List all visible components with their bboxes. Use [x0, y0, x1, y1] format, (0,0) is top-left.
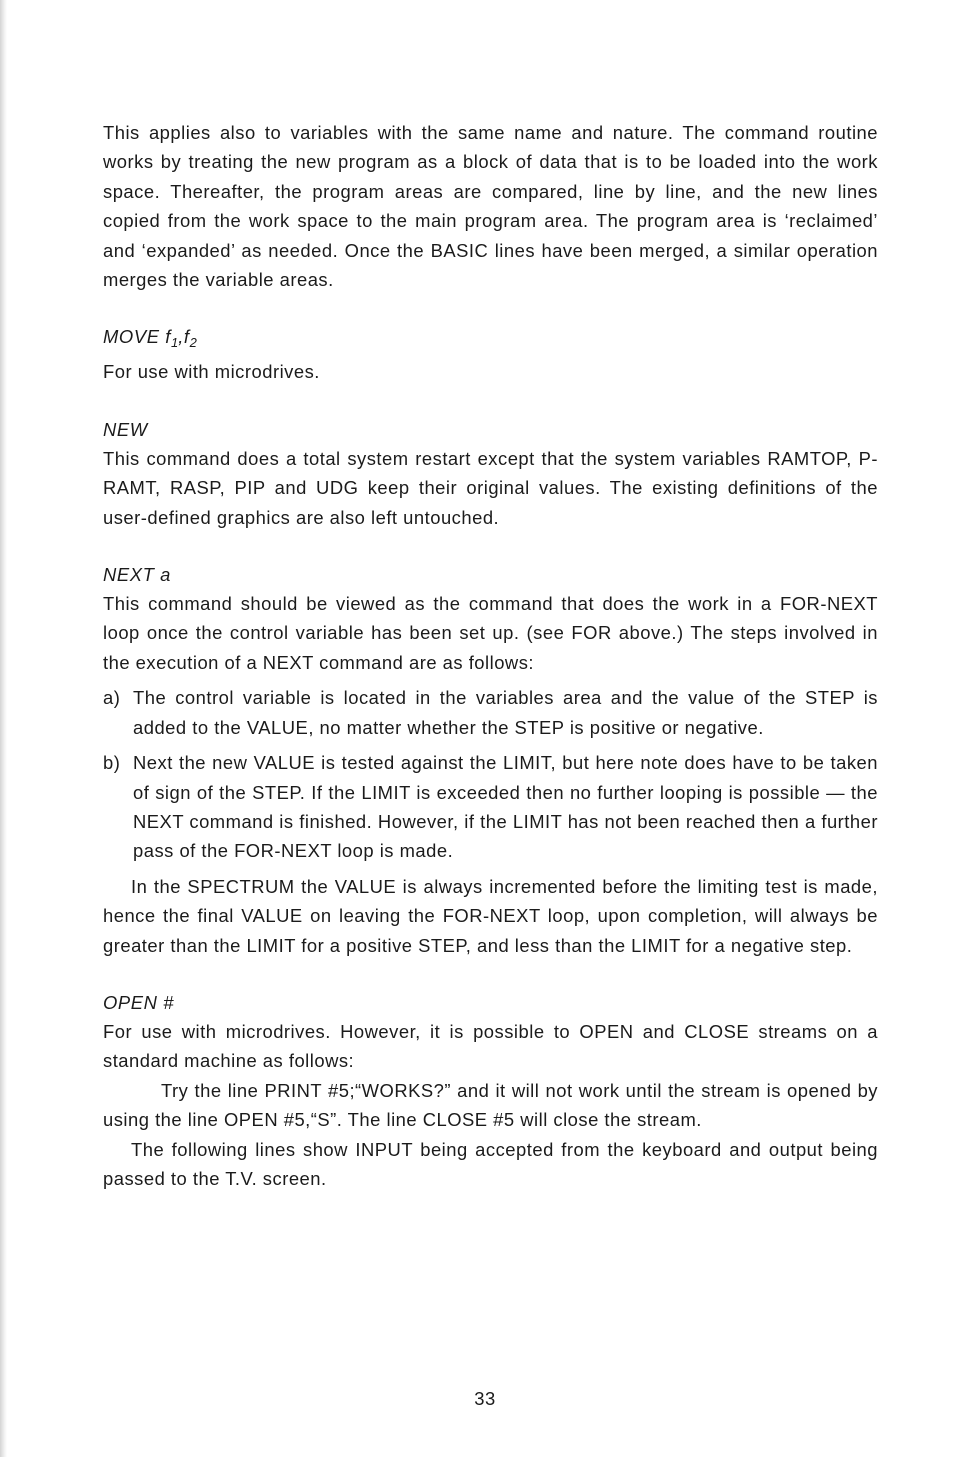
list-item-label: a) [103, 687, 121, 709]
next-heading: NEXT a [103, 564, 171, 586]
open-following: The following lines show INPUT being accepted from the keyboard and output being passed to the T.V. screen. [103, 1138, 878, 1189]
open-text: For use with microdrives. However, it is possible to OPEN and CLOSE streams on a standard machine as follows: [103, 1020, 878, 1072]
new-text: This command does a total system restart except that the system variables RAMTOP, P-RAMT, RASP, PIP and UDG keep their original values. The existing definitions of the user-defined graphics are also left untouched. [103, 447, 878, 528]
list-item-text: Next the new VALUE is tested against the LIMIT, but here note does have to be taken of sign of the STEP. If the LIMIT is exceeded then no further looping is possible — the NEXT command is finished. However, if the LIMIT has not been reached then a further pass of the FOR-NEXT loop is made. [133, 752, 878, 862]
move-text: For use with microdrives. [103, 361, 320, 383]
move-heading-text-2: ,f [178, 326, 190, 348]
next-steps-list [103, 683, 878, 865]
page-body [103, 118, 878, 1193]
new-heading: NEW [103, 418, 148, 440]
page-edge-shadow [0, 0, 7, 1457]
list-item [103, 683, 878, 742]
move-heading-text: MOVE f [103, 326, 171, 348]
list-item [103, 748, 878, 866]
move-subscript-2: 2 [189, 335, 197, 351]
open-example: Try the line PRINT #5;“WORKS?” and it will not work until the stream is opened by using the line OPEN #5,“S”. The line CLOSE #5 will close the stream. [103, 1079, 878, 1131]
move-subscript-1: 1 [170, 335, 179, 351]
intro-paragraph: This applies also to variables with the same name and nature. The command routine works by treating the new program as a block of data that is to be loaded into the work space. Thereafter, the program areas are compared, line by line, and the new lines copied from the work space to the main program area. The program area is ‘reclaimed’ and ‘expanded’ as needed. Once the BASIC lines have been merged, a similar operation merges the variable areas. [103, 122, 878, 291]
next-text: This command should be viewed as the command that does the work in a FOR-NEXT loop once the control variable has been set up. (see FOR above.) The steps involved in the execution of a NEXT command are as follows: [103, 593, 878, 673]
page-number: 33 [474, 1388, 496, 1409]
open-heading: OPEN # [103, 991, 175, 1013]
list-item-label: b) [103, 752, 121, 774]
move-heading [103, 322, 878, 357]
next-note: In the SPECTRUM the VALUE is always incremented before the limiting test is made, hence the final VALUE on leaving the FOR-NEXT loop, upon completion, will always be greater than the LIMIT for a positive STEP, and less than the LIMIT for a negative step. [103, 875, 878, 956]
list-item-text: The control variable is located in the variables area and the value of the STEP is added to the VALUE, no matter whether the STEP is positive or negative. [133, 687, 878, 738]
